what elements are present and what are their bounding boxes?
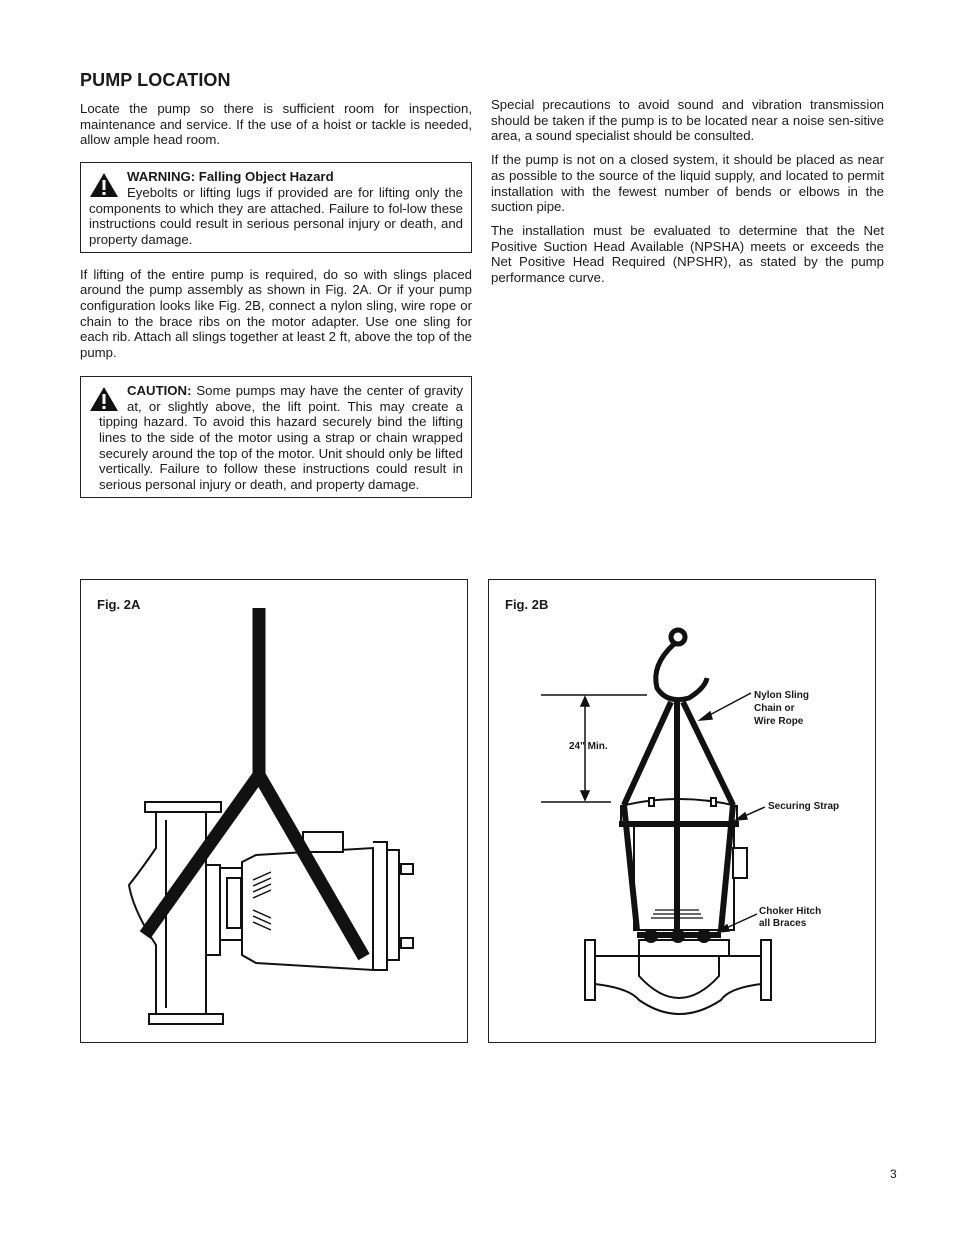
page-number: 3 bbox=[890, 1167, 897, 1181]
section-title: PUMP LOCATION bbox=[80, 70, 231, 90]
caution-body: Some pumps may have the center of gravity at, or slightly above, the lift point. This may create a tipping hazard. To avoid this hazard securely bind the lifting lines to the side of the motor using a strap or chain wrapped securely around the top of the motor. Unit should only be lifted vertically. Failure to follow these instructions could result in serious personal injury or death, and property damage. bbox=[99, 382, 464, 493]
warning-box bbox=[80, 162, 472, 253]
dimension-label: 24" Min. bbox=[569, 741, 608, 752]
choker-callout-line1: Choker Hitch bbox=[759, 906, 822, 917]
figure-2a bbox=[80, 579, 468, 1043]
caution-box bbox=[80, 376, 472, 498]
warning-body: Eyebolts or lifting lugs if provided are for lifting only the components to which they are attached. Failure to fol-low these instructions could result in serious personal injury or death, and property damage. bbox=[89, 184, 463, 247]
sling-callout-line1: Nylon Sling bbox=[754, 690, 809, 701]
strap-callout: Securing Strap bbox=[768, 801, 840, 812]
right-column bbox=[491, 97, 884, 294]
left-column bbox=[80, 70, 472, 498]
figure-2a-label: Fig. 2A bbox=[97, 597, 141, 612]
intro-paragraph: Locate the pump so there is sufficient room for inspection, maintenance and service. If the use of a hoist or tackle is needed, allow ample head room. bbox=[80, 101, 472, 148]
choker-callout-line2: all Braces bbox=[759, 918, 807, 929]
warning-title: WARNING: Falling Object Hazard bbox=[127, 169, 334, 185]
figure-2b-label: Fig. 2B bbox=[505, 597, 549, 612]
caution-label: CAUTION: bbox=[127, 382, 192, 398]
choker-callout bbox=[759, 906, 821, 930]
right-paragraph-3: The installation must be evaluated to determine that the Net Positive Suction Head Available (NPSHA) meets or exceeds the Net Positive Head Required (NPSHR), as stated by the pump performance curve. bbox=[491, 222, 884, 286]
sling-callout-line3: Wire Rope bbox=[754, 716, 804, 727]
figure-2a-drawing bbox=[81, 580, 467, 1042]
lifting-paragraph: If lifting of the entire pump is required, do so with slings placed around the pump assembly as shown in Fig. 2A. Or if your pump configuration looks like Fig. 2B, connect a nylon sling, wire rope or chain to the brace ribs on the motor adapter. Use one sling for each rib. Attach all slings together at least 2 ft, above the top of the pump. bbox=[80, 266, 472, 361]
figure-2b bbox=[488, 579, 876, 1043]
warning-triangle-icon bbox=[89, 172, 119, 198]
right-paragraph-1: Special precautions to avoid sound and vibration transmission should be taken if the pump is to be located near a noise sen-sitive area, a sound specialist should be consulted. bbox=[491, 97, 884, 144]
sling-callout bbox=[754, 689, 809, 728]
sling-callout-line2: Chain or bbox=[754, 703, 795, 714]
caution-triangle-icon bbox=[89, 386, 119, 412]
right-paragraph-2: If the pump is not on a closed system, it should be placed as near as possible to the source of the liquid supply, and located to permit installation with the fewest number of bends or elbows in the suction pipe. bbox=[491, 152, 884, 215]
